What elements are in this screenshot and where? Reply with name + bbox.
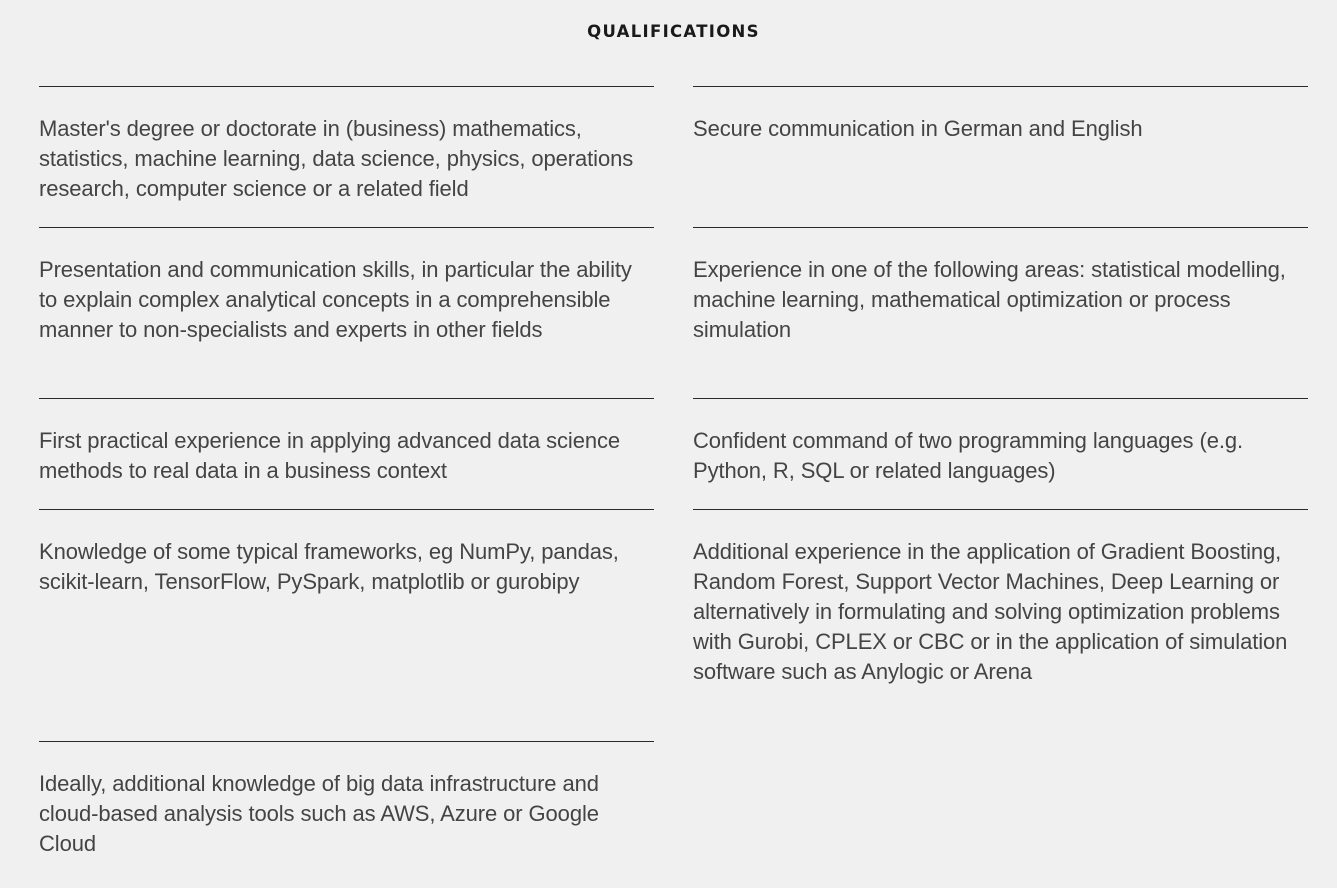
qualification-text: Additional experience in the application of Gradient Boosting, Random Forest, Support Vector Machines, Deep Learning or alternatively in formulating and solving optimization problems with Gurobi, CPLEX or CBC or in the application of simulation software such as Anylogic or Arena	[693, 539, 1288, 684]
qualification-text: Master's degree or doctorate in (business) mathematics, statistics, machine learning, data science, physics, operations research, computer science or a related field	[39, 116, 634, 201]
qualification-item	[693, 86, 1308, 227]
qualification-text: Knowledge of some typical frameworks, eg NumPy, pandas, scikit-learn, TensorFlow, PySpark, matplotlib or gurobipy	[39, 539, 619, 594]
qualifications-right-column	[693, 86, 1308, 741]
qualification-item	[693, 227, 1308, 398]
qualification-text: Experience in one of the following areas: statistical modelling, machine learning, mathematical optimization or process simulation	[693, 257, 1286, 342]
qualification-text: Ideally, additional knowledge of big data infrastructure and cloud-based analysis tools such as AWS, Azure or Google Cloud	[39, 771, 599, 856]
qualification-item	[39, 86, 654, 227]
qualification-item	[693, 398, 1308, 509]
qualification-text: Confident command of two programming languages (e.g. Python, R, SQL or related languages)	[693, 428, 1243, 483]
qualification-text: Presentation and communication skills, in particular the ability to explain complex analytical concepts in a comprehensible manner to non-specialists and experts in other fields	[39, 257, 632, 342]
qualification-item	[39, 227, 654, 398]
qualification-item	[39, 509, 654, 741]
qualification-item	[39, 398, 654, 509]
qualification-item	[39, 741, 654, 881]
section-title: QUALIFICATIONS	[587, 22, 760, 41]
qualification-text: First practical experience in applying advanced data science methods to real data in a business context	[39, 428, 620, 483]
qualification-item	[693, 509, 1308, 741]
qualification-text: Secure communication in German and English	[693, 116, 1143, 141]
qualifications-left-column	[39, 86, 654, 881]
